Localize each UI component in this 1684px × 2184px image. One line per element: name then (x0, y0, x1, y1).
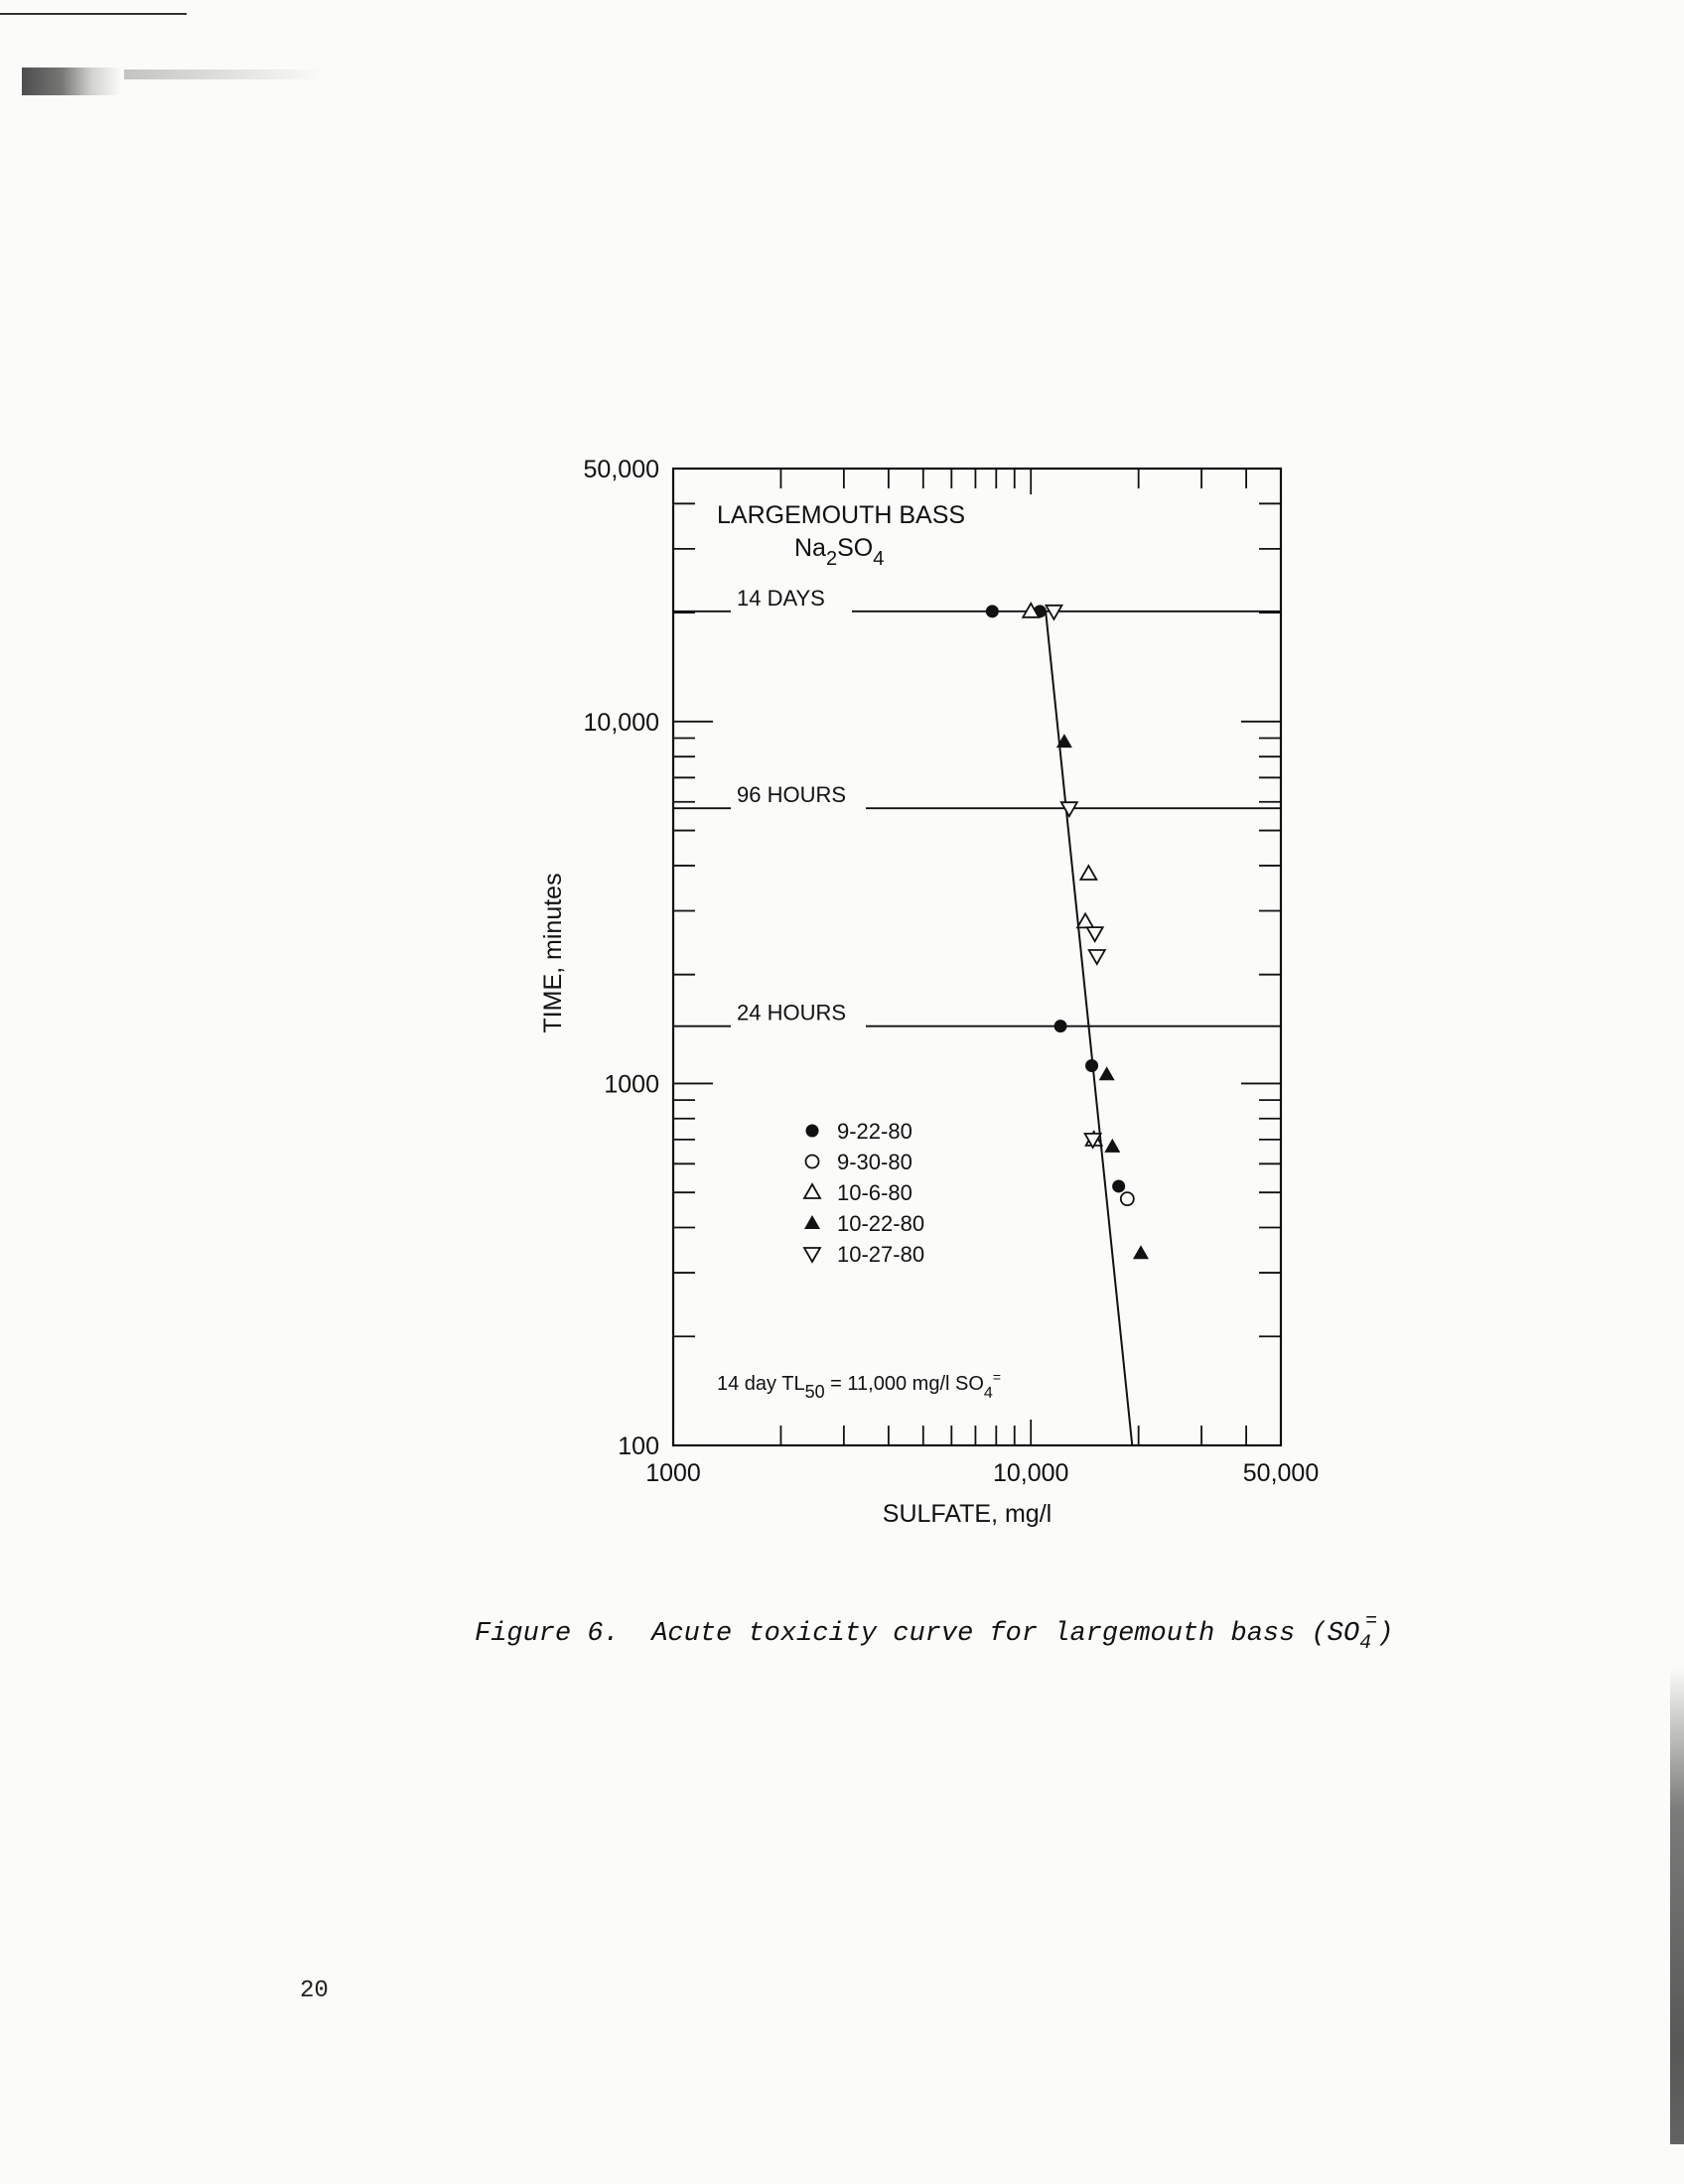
y-tick-label: 50,000 (583, 456, 659, 483)
legend-marker (806, 1156, 819, 1168)
reference-line-label: 96 HOURS (737, 782, 847, 808)
annotation-tl50: 14 day TL50 = 11,000 mg/l $SO_4^=$ (717, 1369, 1001, 1402)
x-axis-label: SULFATE, mg/l (882, 1500, 1052, 1528)
data-point (1133, 1245, 1149, 1259)
data-point (1087, 927, 1103, 941)
data-point (1080, 866, 1096, 880)
legend-label: 10-22-80 (837, 1211, 925, 1236)
reference-line-label: 14 DAYS (737, 585, 825, 611)
data-point (1061, 802, 1077, 816)
x-tick-label: 1000 (645, 1459, 701, 1487)
chart-title-line2: $Na_2SO_4$ (794, 534, 885, 570)
data-point (1099, 1066, 1115, 1080)
legend-marker (806, 1125, 819, 1138)
page-number: 20 (300, 1978, 329, 2004)
legend-label: 10-6-80 (837, 1180, 912, 1205)
data-point (1104, 1139, 1120, 1153)
data-point (1089, 950, 1105, 964)
data-point (986, 605, 999, 617)
data-point (1054, 1020, 1067, 1032)
data-point (1046, 606, 1061, 619)
legend-marker (804, 1215, 820, 1229)
chart-title-line1: LARGEMOUTH BASS (717, 501, 966, 529)
y-tick-label: 100 (618, 1433, 659, 1460)
y-axis-label: TIME, minutes (539, 873, 567, 1033)
legend-label: 10-27-80 (837, 1242, 925, 1267)
legend-label: 9-30-80 (837, 1150, 912, 1174)
reference-line-label: 24 HOURS (737, 1000, 847, 1025)
data-point (1112, 1179, 1125, 1192)
y-tick-label: 1000 (604, 1070, 659, 1099)
plot-frame (673, 469, 1281, 1445)
legend-marker (804, 1184, 820, 1198)
data-point (1121, 1192, 1134, 1205)
y-tick-label: 10,000 (583, 708, 659, 737)
legend-marker (804, 1248, 820, 1262)
legend-label: 9-22-80 (837, 1119, 912, 1144)
figure-caption: Figure 6. Acute toxicity curve for largemouth bass $(SO_4^=)$ (475, 1610, 1394, 1655)
data-point (1077, 913, 1093, 927)
data-point (1085, 1059, 1098, 1072)
x-tick-label: 10,000 (992, 1459, 1069, 1487)
chart-legend (804, 1119, 924, 1267)
x-tick-label: 50,000 (1242, 1459, 1320, 1487)
